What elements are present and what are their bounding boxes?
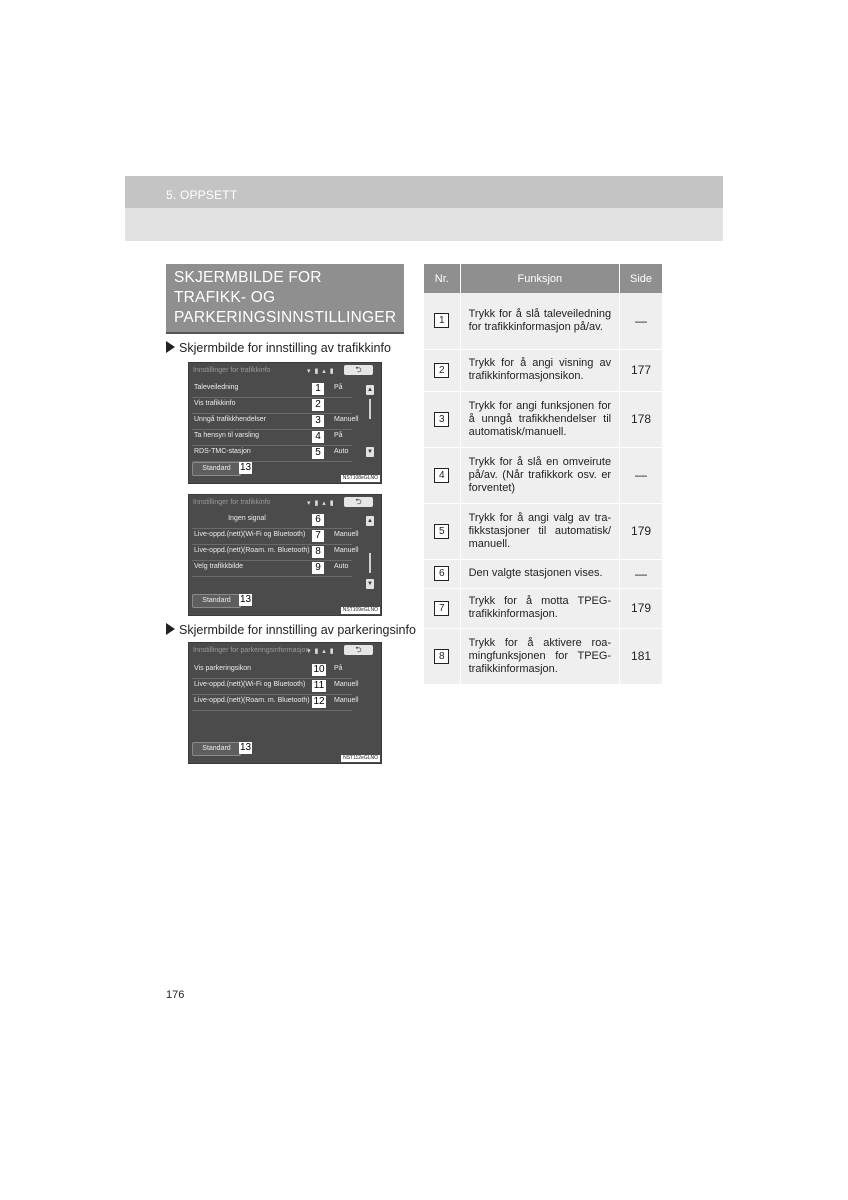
cell-side: 181 [620, 628, 662, 684]
setting-row[interactable] [192, 663, 352, 679]
page-number: 176 [166, 989, 185, 1001]
triangle-bullet-icon [166, 623, 175, 635]
cell-function: Trykk for angi funksjonen for å unngå trafikkhendelser til automatisk/manuell. [460, 391, 620, 447]
callout-number: 11 [313, 680, 325, 691]
status-icons: ▾ ▮ ▴ ▮ [307, 648, 335, 655]
section-title [166, 264, 404, 332]
row-label: Velg trafikkbilde [194, 563, 244, 570]
row-value: Manuell [334, 416, 359, 423]
table-row [424, 559, 662, 588]
row-label: RDS-TMC-stasjon [194, 448, 251, 455]
back-icon[interactable]: ⮌ [344, 365, 373, 375]
setting-row[interactable] [192, 561, 352, 577]
back-icon[interactable]: ⮌ [344, 645, 373, 655]
callout-number: 10 [313, 664, 325, 675]
screen-traffic-1 [188, 362, 382, 484]
standard-button[interactable]: Standard [192, 742, 241, 756]
header-funksjon: Funksjon [460, 264, 620, 293]
setting-row[interactable] [192, 398, 352, 414]
cell-side: — [620, 293, 662, 349]
row-value: Manuell [334, 531, 359, 538]
cell-function: Trykk for å slå taleveiledning for trafikkinformasjon på/av. [460, 293, 620, 349]
boxed-number: 3 [434, 412, 449, 427]
bullet-traffic [166, 341, 391, 355]
cell-function: Trykk for å motta TPEG-trafikkinformasjon. [460, 588, 620, 628]
header-subbar [125, 208, 723, 241]
cell-function: Trykk for å angi visning av trafikkinformasjonsikon. [460, 349, 620, 391]
scrollbar[interactable] [369, 399, 371, 419]
setting-row[interactable] [192, 446, 352, 462]
callout-number: 3 [312, 415, 324, 427]
table-row [424, 447, 662, 503]
row-value: På [334, 384, 343, 391]
title-underline [166, 332, 404, 334]
setting-row[interactable] [192, 430, 352, 446]
table-row [424, 391, 662, 447]
bullet-parking [166, 623, 416, 637]
callout-number: 13 [239, 594, 252, 605]
row-label: Live-oppd.(nett)(Roam. m. Bluetooth) [194, 697, 310, 704]
cell-function: Trykk for å aktivere roamingfunksjonen for TPEG-trafikkinformasjon. [460, 628, 620, 684]
cell-nr [424, 447, 460, 503]
callout-number: 1 [312, 383, 324, 395]
boxed-number: 4 [434, 468, 449, 483]
scrollbar[interactable] [369, 553, 371, 573]
scroll-up-icon[interactable]: ▲ [367, 387, 373, 393]
row-label: Taleveiledning [194, 384, 239, 391]
screen-parking [188, 642, 382, 764]
callout-number: 7 [312, 530, 324, 542]
title-line-1: SKJERMBILDE FOR [174, 269, 322, 286]
image-code: NST112eGLNO [343, 755, 378, 761]
row-value: Manuell [334, 681, 359, 688]
status-icons: ▾ ▮ ▴ ▮ [307, 368, 335, 375]
cell-side: — [620, 447, 662, 503]
callout-number: 5 [312, 447, 324, 459]
callout-number: 2 [312, 399, 324, 411]
setting-row[interactable] [192, 679, 359, 695]
setting-row[interactable] [192, 414, 359, 430]
callout-number: 6 [312, 514, 324, 526]
image-code: NST109eGLNO [342, 607, 378, 613]
cell-side: 179 [620, 588, 662, 628]
table-row [424, 628, 662, 684]
bullet-parking-text: Skjermbilde for innstilling av parkeringsinfo [179, 623, 416, 637]
cell-nr [424, 588, 460, 628]
scroll-up-icon[interactable]: ▲ [367, 518, 373, 524]
table-row [424, 349, 662, 391]
cell-function: Trykk for å angi valg av trafikkstasjoner til automatisk/ manuell. [460, 503, 620, 559]
boxed-number: 1 [434, 313, 449, 328]
table-row [424, 588, 662, 628]
row-value: På [334, 665, 343, 672]
cell-side: 178 [620, 391, 662, 447]
row-label: Live-oppd.(nett)(Wi-Fi og Bluetooth) [194, 681, 306, 688]
setting-row[interactable] [192, 545, 359, 561]
row-label: Live-oppd.(nett)(Roam. m. Bluetooth) [194, 547, 310, 554]
row-label: Ta hensyn til varsling [194, 432, 259, 439]
row-value: Auto [334, 448, 349, 455]
image-code: NST108eGLNO [342, 475, 378, 481]
setting-row[interactable] [192, 382, 352, 398]
callout-number: 13 [239, 462, 252, 473]
cell-nr [424, 559, 460, 588]
screen-title: Innstillinger for trafikkinfo [193, 499, 271, 506]
row-value: Manuell [334, 547, 359, 554]
section-label: 5. OPPSETT [166, 188, 238, 202]
callout-number: 8 [312, 546, 324, 558]
header-side: Side [620, 264, 662, 293]
row-label: Unngå trafikkhendelser [194, 416, 266, 423]
standard-button[interactable]: Standard [192, 462, 241, 476]
cell-side: 179 [620, 503, 662, 559]
cell-function: Den valgte stasjonen vises. [460, 559, 620, 588]
row-value: Auto [334, 563, 349, 570]
table-row [424, 503, 662, 559]
cell-nr [424, 349, 460, 391]
cell-nr [424, 628, 460, 684]
row-value: På [334, 432, 343, 439]
function-table [424, 264, 662, 685]
cell-nr [424, 503, 460, 559]
table-header-row [424, 264, 662, 293]
row-value: Manuell [334, 697, 359, 704]
row-label: Vis parkeringsikon [194, 665, 252, 672]
triangle-bullet-icon [166, 341, 175, 353]
row-label: Vis trafikkinfo [194, 400, 236, 407]
setting-row [192, 513, 352, 529]
bullet-traffic-text: Skjermbilde for innstilling av trafikkinfo [179, 341, 391, 355]
scroll-down-icon[interactable]: ▼ [367, 581, 373, 587]
row-label: Live-oppd.(nett)(Wi-Fi og Bluetooth) [194, 531, 306, 538]
screen-title: Innstillinger for parkeringsinformasjon [193, 647, 310, 654]
cell-side: — [620, 559, 662, 588]
callout-number: 12 [313, 696, 325, 707]
title-line-3: PARKERINGSINNSTILLINGER [174, 309, 397, 326]
header-nr: Nr. [424, 264, 460, 293]
cell-nr [424, 391, 460, 447]
boxed-number: 5 [434, 524, 449, 539]
table-row [424, 293, 662, 349]
row-label: Ingen signal [228, 515, 266, 522]
title-line-2: TRAFIKK- OG [174, 289, 276, 306]
boxed-number: 8 [434, 649, 449, 664]
status-icons: ▾ ▮ ▴ ▮ [307, 500, 335, 507]
boxed-number: 2 [434, 363, 449, 378]
setting-row[interactable] [192, 695, 359, 711]
boxed-number: 6 [434, 566, 449, 581]
setting-row[interactable] [192, 529, 359, 545]
cell-side: 177 [620, 349, 662, 391]
screen-traffic-2 [188, 494, 382, 616]
callout-number: 13 [239, 742, 252, 753]
standard-button[interactable]: Standard [192, 594, 241, 608]
scroll-down-icon[interactable]: ▼ [367, 449, 373, 455]
callout-number: 4 [312, 431, 324, 443]
cell-function: Trykk for å slå en omveirute på/av. (Når trafikkork osv. er forventet) [460, 447, 620, 503]
back-icon[interactable]: ⮌ [344, 497, 373, 507]
screen-title: Innstillinger for trafikkinfo [193, 367, 271, 374]
cell-nr [424, 293, 460, 349]
boxed-number: 7 [434, 601, 449, 616]
callout-number: 9 [312, 562, 324, 574]
